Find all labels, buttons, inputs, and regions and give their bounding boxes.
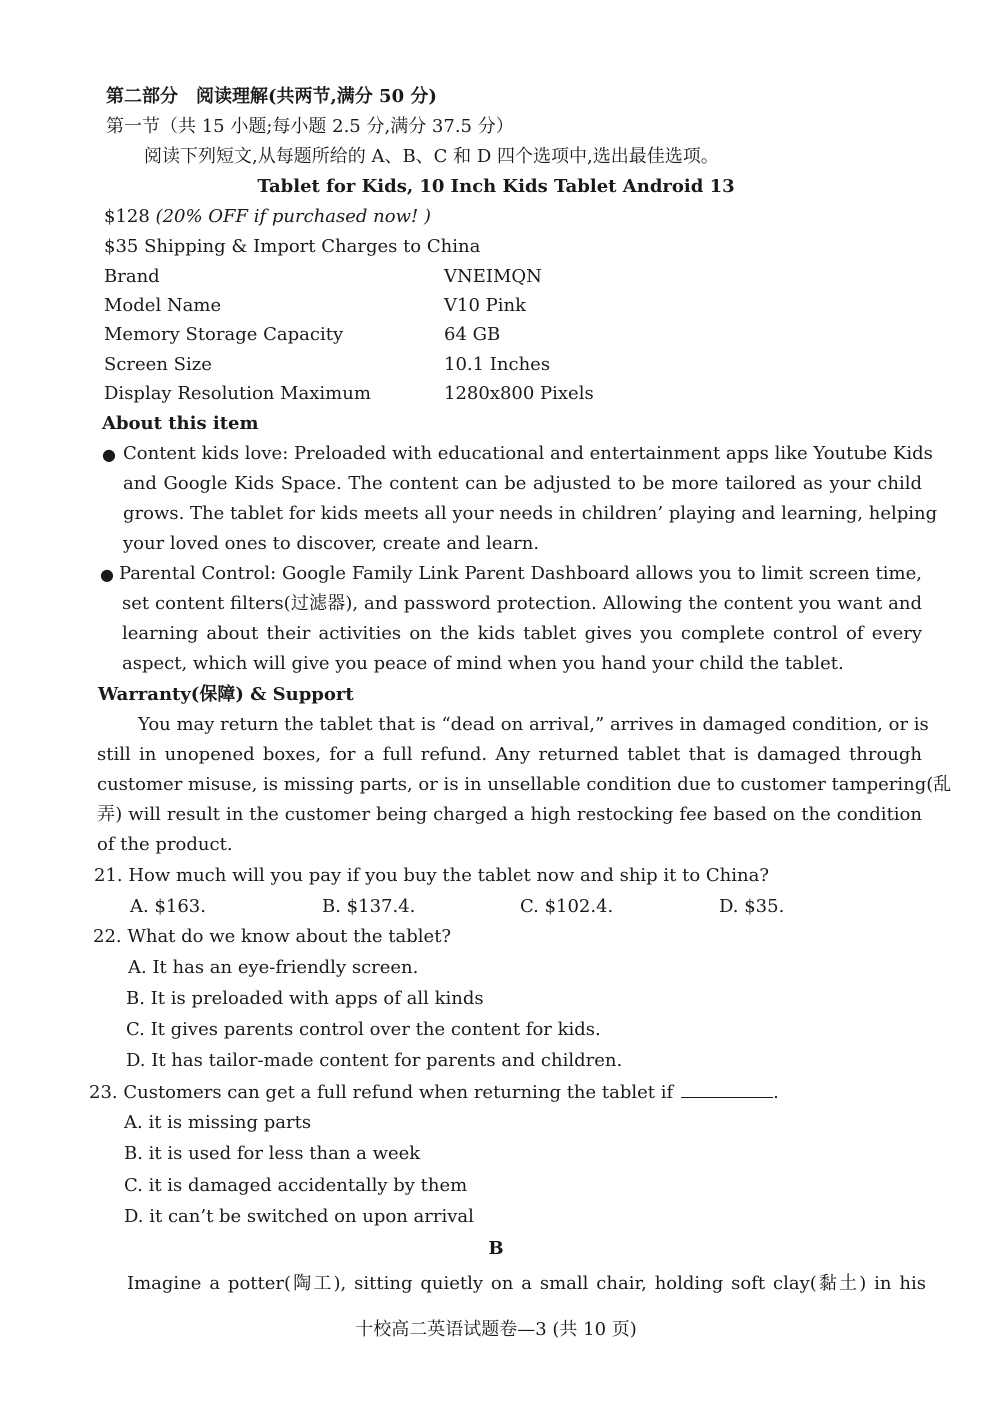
q23-stem-end: . <box>773 1082 779 1103</box>
passage-b-first-line: Imagine a potter(陶工), sitting quietly on a small chair, holding soft clay(黏土) in his <box>127 1273 926 1294</box>
q23-option-b: B. it is used for less than a week <box>124 1143 421 1164</box>
bullet-dot-icon: ● <box>100 565 114 584</box>
spec-label: Screen Size <box>104 354 212 375</box>
bullet1-line: grows. The tablet for kids meets all your needs in children’ playing and learning, helping <box>123 503 938 524</box>
passage-b-heading: B <box>488 1238 504 1259</box>
q23-stem-text: 23. Customers can get a full refund when returning the tablet if <box>89 1082 674 1103</box>
spec-value: 64 GB <box>444 324 501 345</box>
about-heading: About this item <box>102 413 259 434</box>
price-line <box>104 208 431 226</box>
q21-option-b: B. $137.4. <box>322 896 416 917</box>
bullet2-line: aspect, which will give you peace of mind when you hand your child the tablet. <box>122 653 844 674</box>
warranty-line: customer misuse, is missing parts, or is in unsellable condition due to customer tampering(乱 <box>97 774 952 795</box>
q22-option-d: D. It has tailor-made content for parents and children. <box>126 1050 623 1071</box>
bullet1-line: Content kids love: Preloaded with educational and entertainment apps like Youtube Kids <box>123 443 933 464</box>
q22-option-c: C. It gives parents control over the content for kids. <box>126 1019 601 1040</box>
bullet1-line: your loved ones to discover, create and learn. <box>123 533 540 554</box>
warranty-line: You may return the tablet that is “dead on arrival,” arrives in damaged condition, or is <box>138 714 929 735</box>
instruction-text: 阅读下列短文,从每题所给的 A、B、C 和 D 四个选项中,选出最佳选项。 <box>144 146 719 167</box>
price: $128 <box>104 206 150 227</box>
spec-label: Brand <box>104 266 160 287</box>
page-footer: 十校高二英语试题卷—3 (共 10 页) <box>355 1319 637 1340</box>
question-23-stem <box>89 1083 779 1102</box>
spec-value: V10 Pink <box>444 295 526 316</box>
spec-value: VNEIMQN <box>444 266 542 287</box>
q21-option-d: D. $35. <box>719 896 785 917</box>
shipping-line: $35 Shipping & Import Charges to China <box>104 236 481 257</box>
bullet2-line: learning about their activities on the kids tablet gives you complete control of every <box>122 623 922 644</box>
q22-option-a: A. It has an eye-friendly screen. <box>128 957 419 978</box>
bullet1-line: and Google Kids Space. The content can be adjusted to be more tailored as your child <box>123 473 922 494</box>
answer-blank <box>681 1083 773 1098</box>
section-heading: 第一节（共 15 小题;每小题 2.5 分,满分 37.5 分） <box>106 116 514 137</box>
warranty-heading: Warranty(保障) & Support <box>98 684 354 705</box>
spec-label: Model Name <box>104 295 222 316</box>
q21-option-c: C. $102.4. <box>520 896 614 917</box>
bullet2-line: Parental Control: Google Family Link Parent Dashboard allows you to limit screen time, <box>119 563 922 584</box>
spec-value: 10.1 Inches <box>444 354 551 375</box>
spec-label: Display Resolution Maximum <box>104 383 371 404</box>
warranty-line: still in unopened boxes, for a full refund. Any returned tablet that is damaged through <box>97 744 922 765</box>
question-21-stem: 21. How much will you pay if you buy the tablet now and ship it to China? <box>94 865 770 886</box>
q21-option-a: A. $163. <box>130 896 206 917</box>
q23-option-d: D. it can’t be switched on upon arrival <box>124 1206 474 1227</box>
q23-option-c: C. it is damaged accidentally by them <box>124 1175 468 1196</box>
q22-option-b: B. It is preloaded with apps of all kinds <box>126 988 484 1009</box>
question-22-stem: 22. What do we know about the tablet? <box>93 926 452 947</box>
warranty-line: of the product. <box>97 834 233 855</box>
price-note: (20% OFF if purchased now! ) <box>155 206 431 227</box>
passage-title: Tablet for Kids, 10 Inch Kids Tablet Android 13 <box>257 176 735 197</box>
bullet2-line: set content filters(过滤器), and password protection. Allowing the content you want and <box>122 593 922 614</box>
part-heading: 第二部分 阅读理解(共两节,满分 50 分) <box>106 86 437 107</box>
warranty-line: 弄) will result in the customer being charged a high restocking fee based on the condition <box>97 804 922 825</box>
spec-label: Memory Storage Capacity <box>104 324 344 345</box>
q23-option-a: A. it is missing parts <box>124 1112 312 1133</box>
spec-value: 1280x800 Pixels <box>444 383 594 404</box>
bullet-dot-icon: ● <box>102 445 116 464</box>
